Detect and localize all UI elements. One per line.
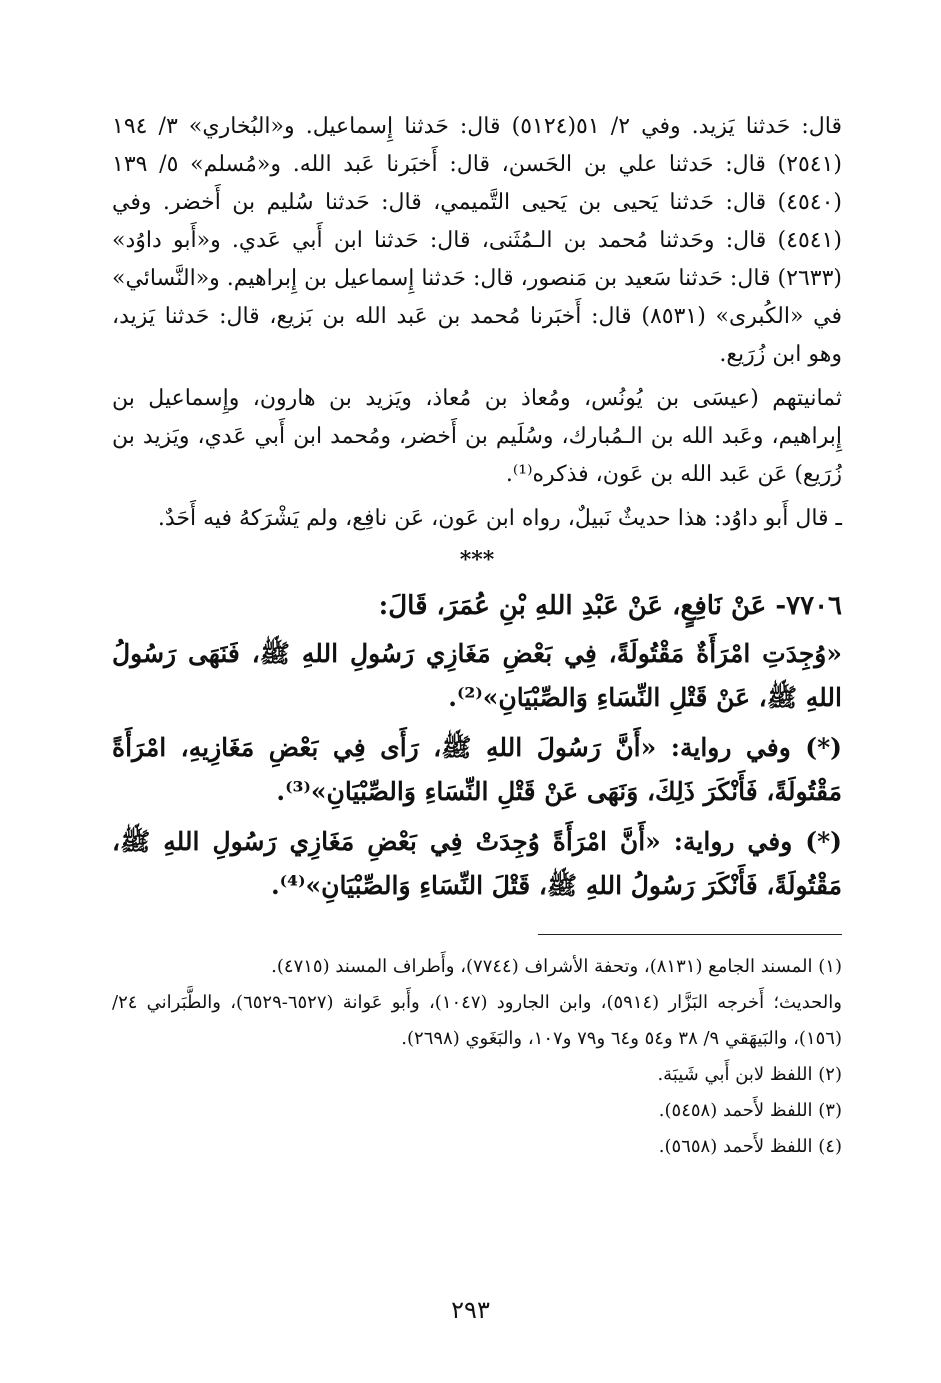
page-body xyxy=(112,108,842,1165)
abu-dawud-note: ـ قال أَبو داوُد: هذا حديثٌ نَبيلٌ، رواه ابن عَون، عَن نافِع، ولم يَشْرَكهُ فيه أَحَدٌ. xyxy=(157,506,842,531)
page-number: ٢٩٣ xyxy=(451,1296,490,1324)
footnote-4: (٤) اللفظ لأَحمد (٥٦٥٨). xyxy=(658,1136,842,1157)
footnote-1-continued: والحديث؛ أَخرجه البَزَّار (٥٩١٤)، وابن الجارود (١٠٤٧)، وأَبو عَوانة (٦٥٢٧-٦٥٢٩)، والطَّبَراني ٢٤/ (١٥٦)، والبَيهَقي ٩/ ٣٨ و٥٤ و٦٤ و٧٩ و١٠٧، والبَغَوي (٢٦٩٨). xyxy=(112,992,842,1049)
section-separator: *** xyxy=(459,547,495,573)
hadith-variant-1: (*) وفي رواية: «أَنَّ رَسُولَ اللهِ ﷺ، رَأَى فِي بَعْضِ مَغَازِيهِ، امْرَأَةً مَقْتُولَةً، فَأَنْكَرَ ذَلِكَ، وَنَهَى عَنْ قَتْلِ النِّسَاءِ وَالصِّبْيَانِ»⁽³⁾. xyxy=(112,733,842,806)
footnote-3: (٣) اللفظ لأَحمد (٥٤٥٨). xyxy=(658,1100,842,1121)
hadith-text-main: «وُجِدَتِ امْرَأَةٌ مَقْتُولَةً، فِي بَعْضِ مَغَازِي رَسُولِ اللهِ ﷺ، فَنَهَى رَسُولُ اللهِ ﷺ، عَنْ قَتْلِ النِّسَاءِ وَالصِّبْيَانِ»⁽²⁾. xyxy=(112,639,842,712)
footnote-2: (٢) اللفظ لابن أَبي شَيبَة. xyxy=(657,1064,842,1085)
narrators-paragraph: ثمانيتهم (عيسَى بن يُونُس، ومُعاذ بن مُعاذ، ويَزيد بن هارون، وإِسماعيل بن إِبراهيم، وعَبد الله بن الـمُبارك، وسُلَيم بن أَخضر، ومُحمد ابن أَبي عَدي، ويَزيد بن زُرَيع) عَن عَبد الله بن عَون، فذكره⁽¹⁾. xyxy=(112,386,842,487)
footnote-1: (١) المسند الجامع (٨١٣١)، وتحفة الأشراف (٧٧٤٤)، وأَطراف المسند (٤٧١٥). xyxy=(271,956,842,977)
hadith-heading: ٧٧٠٦- عَنْ نَافِعٍ، عَنْ عَبْدِ اللهِ بْنِ عُمَرَ، قَالَ: xyxy=(378,591,842,621)
footnote-divider xyxy=(538,934,842,935)
hadith-variant-2: (*) وفي رواية: «أَنَّ امْرَأَةً وُجِدَتْ فِي بَعْضِ مَغَازِي رَسُولِ اللهِ ﷺ، مَقْتُولَةً، فَأَنْكَرَ رَسُولُ اللهِ ﷺ، قَتْلَ النِّسَاءِ وَالصِّبْيَانِ»⁽⁴⁾. xyxy=(112,827,842,900)
takhrij-paragraph: قال: حَدثنا يَزيد. وفي ٢/ ٥١(٥١٢٤) قال: حَدثنا إِسماعيل. و«البُخاري» ٣/ ١٩٤ (٢٥٤١) قال: حَدثنا علي بن الحَسن، قال: أَخبَرنا عَبد الله. و«مُسلم» ٥/ ١٣٩ (٤٥٤٠) قال: حَدثنا يَحيى بن يَحيى التَّميمي، قال: حَدثنا سُليم بن أَخضر. وفي (٤٥٤١) قال: وحَدثنا مُحمد بن الـمُثَنى، قال: حَدثنا ابن أَبي عَدي. و«أَبو داوُد» (٢٦٣٣) قال: حَدثنا سَعيد بن مَنصور، قال: حَدثنا إِسماعيل بن إِبراهيم. و«النَّسائي» في «الكُبرى» (٨٥٣١) قال: أَخبَرنا مُحمد بن عَبد الله بن بَزيع، قال: حَدثنا يَزيد، وهو ابن زُرَيع. xyxy=(112,114,843,367)
